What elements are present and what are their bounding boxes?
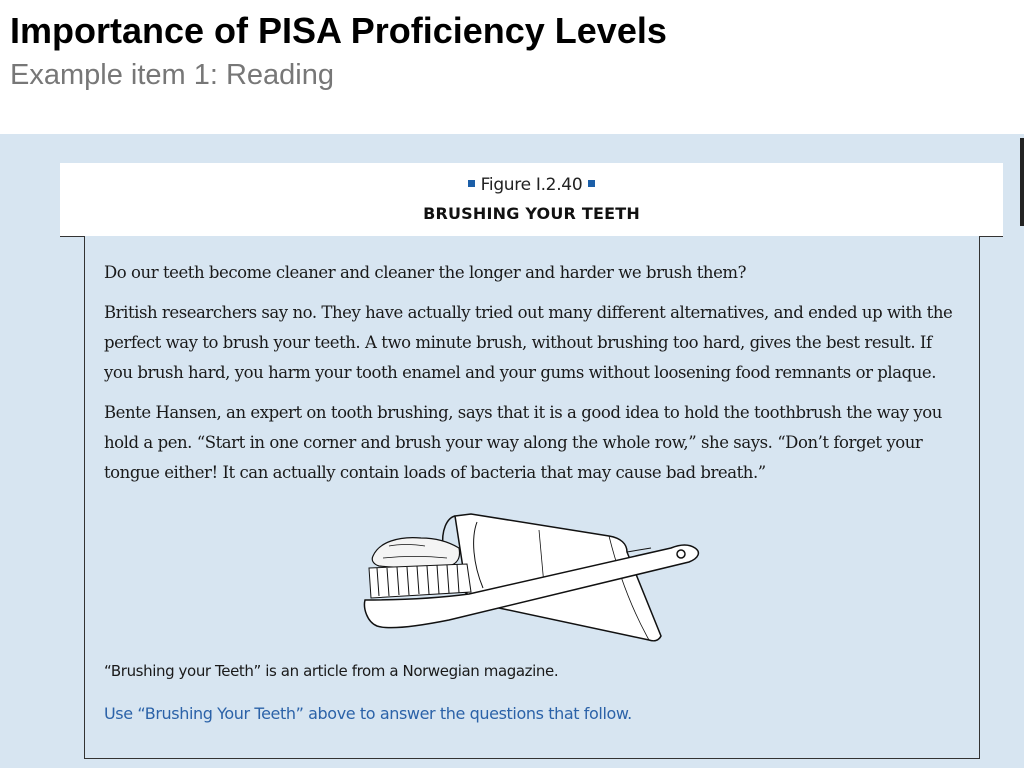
panel-edge-divider bbox=[1020, 138, 1024, 226]
toothbrush-illustration bbox=[359, 508, 705, 644]
article-box bbox=[84, 236, 980, 759]
slide-subtitle: Example item 1: Reading bbox=[10, 59, 334, 91]
article-paragraph: British researchers say no. They have actually tried out many different alternatives, and ended up with the perfect way to brush your teeth. A two minute brush, without brushing too hard, gives the best result. If you brush hard, you harm your tooth enamel and your gums without loosening food remnants or plaque. bbox=[104, 303, 953, 382]
figure-label bbox=[60, 175, 1003, 195]
article-body bbox=[104, 258, 962, 498]
question-instruction: Use “Brushing Your Teeth” above to answer the questions that follow. bbox=[104, 704, 632, 723]
bristles-icon bbox=[369, 564, 471, 598]
slide-title: Importance of PISA Proficiency Levels bbox=[10, 10, 667, 51]
article-paragraph: Do our teeth become cleaner and cleaner the longer and harder we brush them? bbox=[104, 263, 746, 282]
figure-header bbox=[60, 163, 1003, 237]
toothpaste-icon bbox=[372, 538, 459, 568]
article-paragraph: Bente Hansen, an expert on tooth brushing, says that it is a good idea to hold the toothbrush the way you hold a pen. “Start in one corner and brush your way along the whole row,” she says. “Don’t forget your tongue either! It can actually contain loads of bacteria that may cause bad breath.” bbox=[104, 403, 942, 482]
figure-title: BRUSHING YOUR TEETH bbox=[423, 204, 640, 223]
bullet-square-icon bbox=[588, 180, 595, 187]
article-caption: “Brushing your Teeth” is an article from a Norwegian magazine. bbox=[104, 662, 559, 680]
figure-label-text: Figure I.2.40 bbox=[480, 175, 583, 195]
bullet-square-icon bbox=[468, 180, 475, 187]
